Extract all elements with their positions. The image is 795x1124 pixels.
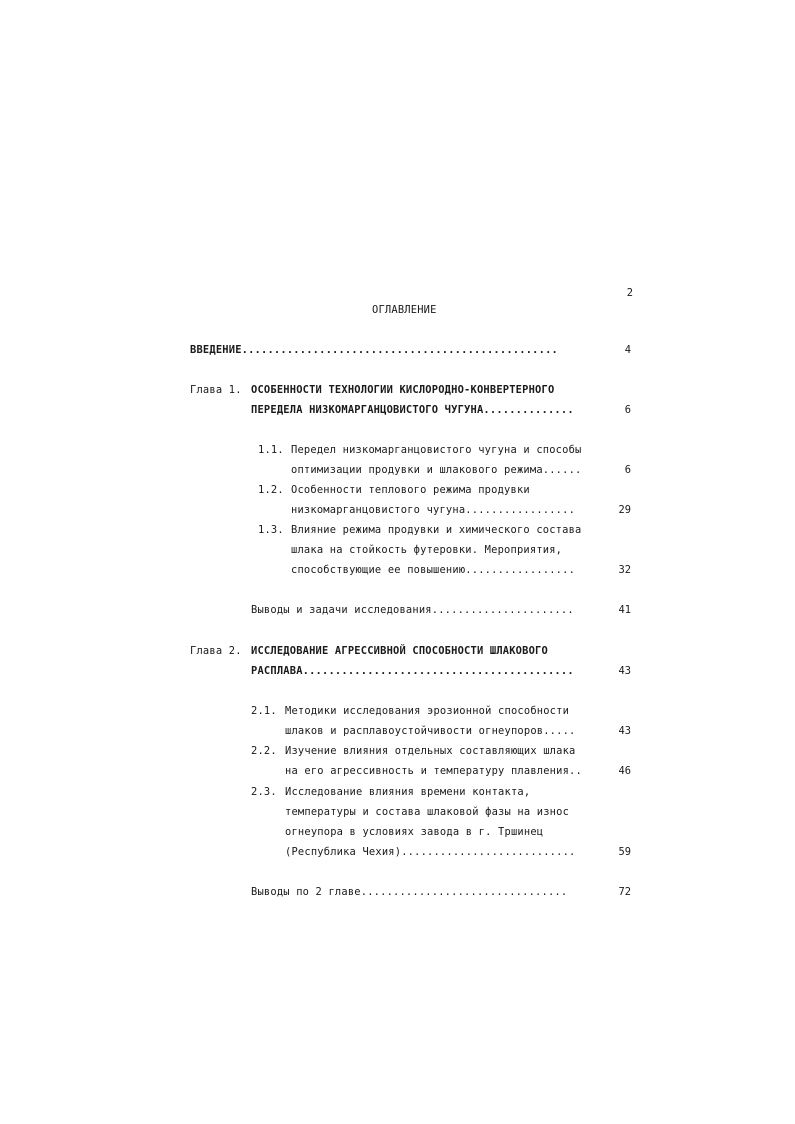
toc-s1-1-num: 1.1. xyxy=(258,444,284,456)
toc-s2-1-line2: шлаков и расплавоустойчивости огнеупоров..... xyxy=(285,725,576,737)
toc-s2-3-line4: (Республика Чехия)........................... xyxy=(285,846,576,858)
toc-s2-2-page: 46 xyxy=(618,765,631,777)
toc-ch1-page: 6 xyxy=(624,404,631,416)
toc-ch2-line2: РАСПЛАВА.......................................... xyxy=(251,665,574,677)
toc-s2-2-line2: на его агрессивность и температуру плавления.. xyxy=(285,765,582,777)
toc-title: ОГЛАВЛЕНИЕ xyxy=(372,304,437,316)
toc-s1-2-line2: низкомарганцовистого чугуна................. xyxy=(291,504,576,516)
toc-s2-3-page: 59 xyxy=(618,846,631,858)
toc-s1-2-line1: Особенности теплового режима продувки xyxy=(291,484,530,496)
toc-ch2-line1: ИССЛЕДОВАНИЕ АГРЕССИВНОЙ СПОСОБНОСТИ ШЛАКОВОГО xyxy=(251,645,548,657)
toc-ch2-label: Глава 2. xyxy=(190,645,242,657)
toc-ch2-page: 43 xyxy=(618,665,631,677)
toc-s2-2-num: 2.2. xyxy=(251,745,277,757)
toc-intro: ВВЕДЕНИЕ................................................. xyxy=(190,344,558,356)
toc-ch1-line1: ОСОБЕННОСТИ ТЕХНОЛОГИИ КИСЛОРОДНО-КОНВЕРТЕРНОГО xyxy=(251,384,555,396)
toc-s1-1-line1: Передел низкомарганцовистого чугуна и способы xyxy=(291,444,582,456)
toc-s1-2-page: 29 xyxy=(618,504,631,516)
toc-conclusions-2: Выводы по 2 главе................................ xyxy=(251,886,568,898)
toc-s2-3-line1: Исследование влияния времени контакта, xyxy=(285,786,531,798)
toc-s2-3-line3: огнеупора в условиях завода в г. Тршинец xyxy=(285,826,544,838)
toc-s2-1-page: 43 xyxy=(618,725,631,737)
toc-s1-3-line2: шлака на стойкость футеровки. Мероприятия, xyxy=(291,544,563,556)
toc-s2-3-line2: температуры и состава шлаковой фазы на износ xyxy=(285,806,570,818)
toc-ch1-label: Глава 1. xyxy=(190,384,242,396)
toc-s1-1-line2: оптимизации продувки и шлакового режима...... xyxy=(291,464,582,476)
toc-s2-3-num: 2.3. xyxy=(251,786,277,798)
toc-s1-3-page: 32 xyxy=(618,564,631,576)
toc-ch1-line2: ПЕРЕДЕЛА НИЗКОМАРГАНЦОВИСТОГО ЧУГУНА.............. xyxy=(251,404,574,416)
toc-s1-2-num: 1.2. xyxy=(258,484,284,496)
toc-s1-3-line1: Влияние режима продувки и химического состава xyxy=(291,524,582,536)
toc-s1-1-page: 6 xyxy=(624,464,631,476)
toc-intro-page: 4 xyxy=(624,344,631,356)
toc-s1-3-line3: способствующие ее повышению................. xyxy=(291,564,576,576)
toc-s2-1-num: 2.1. xyxy=(251,705,277,717)
page-number: 2 xyxy=(626,287,633,299)
toc-conclusions-1: Выводы и задачи исследования...................... xyxy=(251,604,574,616)
toc-s2-2-line1: Изучение влияния отдельных составляющих шлака xyxy=(285,745,576,757)
toc-s1-3-num: 1.3. xyxy=(258,524,284,536)
toc-s2-1-line1: Методики исследования эрозионной способности xyxy=(285,705,570,717)
toc-conclusions-2-page: 72 xyxy=(618,886,631,898)
toc-conclusions-1-page: 41 xyxy=(618,604,631,616)
